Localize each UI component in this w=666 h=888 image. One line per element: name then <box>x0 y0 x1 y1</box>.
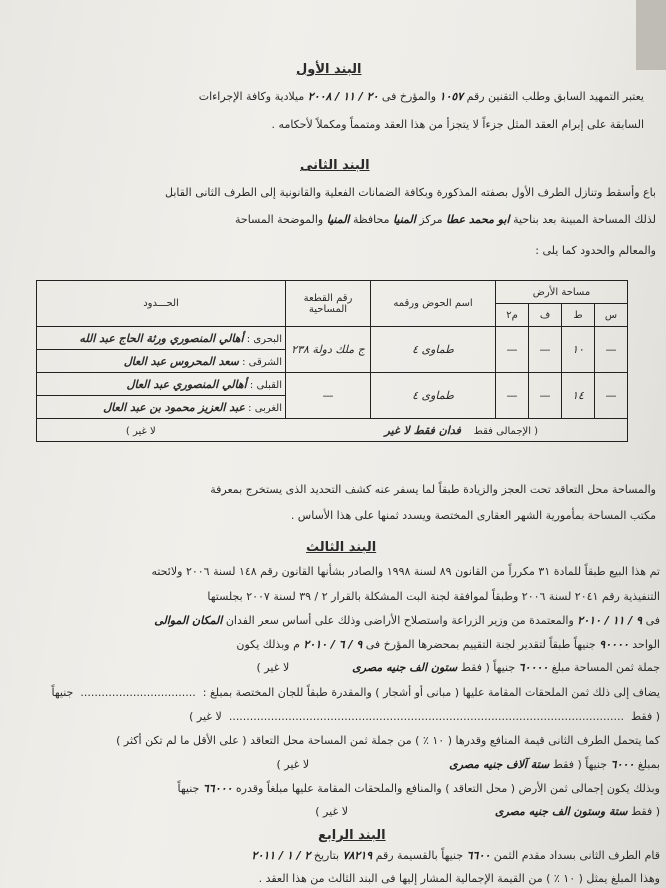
clause2-heading: البند الثانى <box>300 158 370 173</box>
village-name: ابو محمد عطا <box>446 213 510 226</box>
c3l5-b: جنيهاً ( فقط <box>460 661 516 674</box>
c3l7-b: لا غير ) <box>189 710 222 723</box>
clause4-heading: البند الرابع <box>318 828 386 843</box>
total-amount: ٦٦٠٠٠ <box>202 782 233 795</box>
row1-bound2-value: سعد المحروس عبد العال <box>123 354 239 368</box>
clause1-text-b: والمؤرخ فى <box>381 90 437 103</box>
clause1-text-a: يعتبر التمهيد السابق وطلب التقنين رقم <box>466 90 644 103</box>
c4l1-c: بتاريخ <box>313 849 340 862</box>
row1-s: — <box>595 327 628 373</box>
clause2-line1: باع وأسقط وتنازل الطرف الأول بصفته المذكورة وبكافة الضمانات الفعلية والقانونية إلى الطرف الثانى القابل <box>164 186 656 199</box>
request-number: ١٠٥٧ <box>439 90 464 103</box>
margin-note: المكان الموالى <box>154 614 223 627</box>
col-s: س <box>595 304 628 327</box>
clause3-line5 <box>257 661 660 674</box>
c3l10-b: جنيهاً <box>177 782 200 795</box>
c3l6-a: يضاف إلى ذلك ثمن الملحقات المقامة عليها ( مبانى أو أشجار ) والمقدرة طبقاً للجان المختصة بمبلغ : <box>202 686 660 699</box>
clause2-text-d: والموضحة المساحة <box>235 213 324 226</box>
total-label: ( الإجمالى فقط <box>473 425 539 437</box>
clause3-line11 <box>315 805 660 818</box>
row2-bound1-label: القبلى : <box>249 379 282 391</box>
table-row <box>37 327 628 350</box>
row2-m2: — <box>496 373 529 419</box>
row2-plot: — <box>286 373 371 419</box>
c3l4-b: جنيهاً طبقاً لتقدير لجنة التقييم بمحضرها المؤرخ فى <box>365 638 596 651</box>
down-payment: ٦٦٠٠ <box>466 849 491 862</box>
total-words: ستة وستون الف جنيه مصرى <box>494 805 628 818</box>
col-m2: م٢ <box>496 304 529 327</box>
governorate-name: المنيا <box>326 213 350 226</box>
land-price-amount: ٦٠٠٠٠ <box>518 661 549 674</box>
row1-bound2 <box>37 350 286 373</box>
row2-basin: طماوى ٤ <box>371 373 496 419</box>
c3l9-a: بمبلغ <box>637 758 660 771</box>
clause3-line10 <box>178 782 661 795</box>
c3l9-b: جنيهاً ( فقط <box>552 758 608 771</box>
c3l11-b: لا غير ) <box>315 805 348 818</box>
total-end: لا غير ) <box>125 425 156 437</box>
total-value: فدان فقط لا غير <box>384 423 461 437</box>
clause4-line2: وهذا المبلغ يمثل ( ١٠ ٪ ) من القيمة الإجمالية المشار إليها فى البند الثالث من هذا العقد . <box>258 872 660 885</box>
c3l9-c: لا غير ) <box>276 758 310 771</box>
c3l5-a: جملة ثمن المساحة مبلغ <box>551 661 660 674</box>
row1-plot: ج ملك دولة ٢٣٨ <box>286 327 371 373</box>
receipt-number: ٧٨٢١٩ <box>342 849 373 862</box>
area-note-line1: والمساحة محل التعاقد تحت العجز والزيادة طبقاً لما يسفر عنه كشف التحديد الذى يستخرج بمعرفة <box>210 483 656 496</box>
row1-m2: — <box>496 327 529 373</box>
c3l4-c: م وبذلك يكون <box>236 638 300 651</box>
row1-f: — <box>529 327 562 373</box>
c3l3-a: فى <box>645 614 660 627</box>
clause3-line4 <box>236 638 660 651</box>
clause2-line3: والمعالم والحدود كما يلى : <box>535 244 656 257</box>
clause1-text-c: ميلادية وكافة الإجراءات <box>198 90 305 103</box>
plot-header: رقم القطعة المساحية <box>286 281 371 327</box>
clause2-line2 <box>235 213 656 226</box>
row1-bound2-label: الشرقى : <box>242 356 282 368</box>
row1-bound1-label: البحرى : <box>246 333 282 345</box>
table-row <box>37 373 628 396</box>
clause2-text-c: محافظة <box>353 213 390 226</box>
total-row <box>37 419 628 442</box>
benefits-words: ستة آلاف جنيه مصرى <box>449 758 550 771</box>
clause2-text-a: لذلك المساحة المبينة بعد بناحية <box>513 213 656 226</box>
row1-bound1 <box>37 327 286 350</box>
col-f: ف <box>529 304 562 327</box>
land-table <box>36 280 628 442</box>
c3l10-a: وبذلك يكون إجمالى ثمن الأرض ( محل التعاقد ) والمنافع والملحقات المقامة عليها مبلغاً وقدره <box>235 782 660 795</box>
row2-bound1 <box>37 373 286 396</box>
c3l6-b: جنيهاً <box>51 686 74 699</box>
valuation-date: ٩ / ٦ / ٢٠١٠ <box>303 638 363 651</box>
row2-bound2-value: عبد العزيز محمود بن عبد العال <box>103 400 245 414</box>
clause3-line8: كما يتحمل الطرف الثانى قيمة المنافع وقدرها ( ١٠ ٪ ) من جملة ثمن المساحة محل التعاقد ( على الأقل ما لم تكن أكثر ) <box>116 734 660 747</box>
clause3-line6: يضاف إلى ذلك ثمن الملحقات المقامة عليها ( مبانى أو أشجار ) والمقدرة طبقاً للجان المختصة بمبلغ : ................................. جنيهاً <box>51 686 660 699</box>
c3l7-a: ( فقط <box>630 710 660 723</box>
clause3-line1: تم هذا البيع طبقاً للمادة ٣١ مكرراً من القانون ٨٩ لسنة ١٩٩٨ والصادر بشأنها القانون رقم ١٤٨ لسنة ٢٠٠٦ ولائحته <box>151 565 660 578</box>
clause3-line3 <box>154 614 660 627</box>
row2-bound2-label: الغربى : <box>248 402 282 414</box>
clause3-heading: البند الثالث <box>306 540 377 555</box>
row2-bound2 <box>37 396 286 419</box>
row2-bound1-value: أهالي المنصوري عبد العال <box>126 377 247 391</box>
row2-s: — <box>595 373 628 419</box>
clause3-line7: ( فقط ................................................................................................................. لا غير ) <box>189 710 660 723</box>
feddan-price: ٩٠٠٠٠ <box>599 638 629 651</box>
c4l1-b: جنيهاً بالقسيمة رقم <box>375 849 464 862</box>
committee-date: ٩ / ١١ / ٢٠١٠ <box>577 614 643 627</box>
clause1-line1 <box>199 90 644 103</box>
land-price-words: ستون الف جنيه مصرى <box>352 661 458 674</box>
benefits-amount: ٦٠٠٠ <box>610 758 635 771</box>
clause1-line2: السابقة على إبرام العقد المثل جزءاً لا يتجزأ من هذا العقد ومتمماً ومكملاً لأحكامه . <box>271 118 644 131</box>
c4l1-a: قام الطرف الثانى بسداد مقدم الثمن <box>493 849 660 862</box>
row2-t: ١٤ <box>562 373 595 419</box>
basin-header: اسم الحوض ورقمه <box>371 281 496 327</box>
center-name: المنيا <box>393 213 416 226</box>
c3l5-c: لا غير ) <box>256 661 290 674</box>
clause1-heading: البند الأول <box>296 62 362 77</box>
clause3-line9 <box>277 758 661 771</box>
area-note-line2: مكتب المساحة بمأمورية الشهر العقارى المختصة ويسدد ثمنها على هذا الأساس . <box>290 509 656 522</box>
clause4-line1 <box>252 849 660 862</box>
area-header: مساحة الأرض <box>496 281 628 304</box>
page-edge-shadow <box>636 0 666 70</box>
total-cell <box>37 419 628 442</box>
col-t: ط <box>562 304 595 327</box>
c3l3-b: والمعتمدة من وزير الزراعة واستصلاح الأراضى وذلك على أساس سعر الفدان <box>225 614 574 627</box>
clause3-line2: التنفيذية رقم ٢٠٤١ لسنة ٢٠٠٦ وطبقاً لموافقة لجنة البت المشكلة بالقرار ٢ / ٣٩ لسنة ٢٠٠٧ بجلستها <box>207 590 660 603</box>
request-date: ٢٠ / ١١ / ٢٠٠٨ <box>307 90 379 103</box>
c3l11-a: ( فقط <box>630 805 660 818</box>
row1-bound1-value: أهالي المنصوري ورثة الحاج عبد الله <box>79 331 244 345</box>
receipt-date: ٢ / ١ / ٢٠١١ <box>251 849 311 862</box>
clause2-text-b: مركز <box>419 213 443 226</box>
bounds-header: الحـــدود <box>37 281 286 327</box>
row2-f: — <box>529 373 562 419</box>
c3l4-a: الواحد <box>632 638 660 651</box>
row1-t: ١٠ <box>562 327 595 373</box>
row1-basin: طماوى ٤ <box>371 327 496 373</box>
